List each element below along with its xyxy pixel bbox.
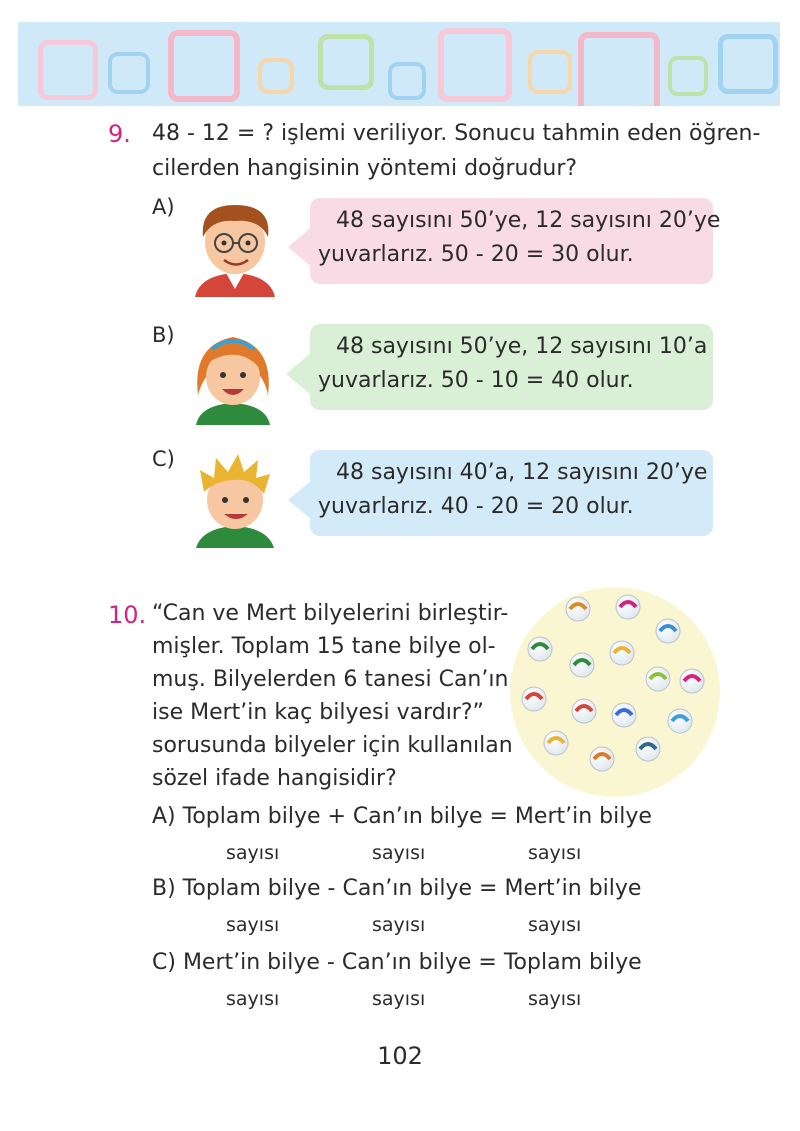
question-9-text-line1: 48 - 12 = ? işlemi veriliyor. Sonucu tahmin eden öğren- [152, 121, 761, 146]
marbles-illustration [510, 587, 720, 797]
question-10-text-line5: sorusunda bilyeler için kullanılan [152, 733, 513, 758]
speech-bubble-tail-b [286, 352, 312, 396]
q10-option-a-sub-2: sayısı [372, 842, 426, 864]
q9-option-c-letter: C) [152, 447, 175, 471]
boy-illustration [190, 448, 280, 548]
boy-with-glasses-illustration [190, 197, 280, 297]
q10-option-c-sub-2: sayısı [372, 988, 426, 1010]
question-number-10: 10. [108, 601, 147, 629]
q10-option-c-text: C) Mert’in bilye - Can’ın bilye = Toplam bilye [152, 950, 642, 975]
q10-option-b-sub-2: sayısı [372, 914, 426, 936]
q10-option-c-sub-1: sayısı [226, 988, 280, 1010]
q9-option-b-line1: 48 sayısını 50’ye, 12 sayısını 10’a [336, 334, 708, 359]
q9-option-a-line2: yuvarlarız. 50 - 20 = 30 olur. [318, 242, 634, 267]
q9-option-a-letter: A) [152, 195, 175, 219]
q10-option-a-sub-3: sayısı [528, 842, 582, 864]
q10-option-b-sub-1: sayısı [226, 914, 280, 936]
q10-option-a-text: A) Toplam bilye + Can’ın bilye = Mert’in bilye [152, 804, 652, 829]
question-10-text-line2: mişler. Toplam 15 tane bilye ol- [152, 634, 496, 659]
girl-illustration [188, 325, 278, 425]
question-9-text-line2: cilerden hangisinin yöntemi doğrudur? [152, 156, 578, 181]
q10-option-b-sub-3: sayısı [528, 914, 582, 936]
q10-option-c-sub-3: sayısı [528, 988, 582, 1010]
q10-option-a-sub-1: sayısı [226, 842, 280, 864]
header-banner [18, 22, 780, 106]
question-10-text-line3: muş. Bilyelerden 6 tanesi Can’ın [152, 667, 509, 692]
question-number-9: 9. [108, 120, 131, 148]
marbles-circle [510, 587, 720, 797]
q9-option-b-line2: yuvarlarız. 50 - 10 = 40 olur. [318, 368, 634, 393]
q9-option-b-letter: B) [152, 323, 175, 347]
q9-option-a-line1: 48 sayısını 50’ye, 12 sayısını 20’ye [336, 208, 721, 233]
question-10-text-line1: “Can ve Mert bilyelerini birleştir- [152, 601, 509, 626]
q9-option-c-line1: 48 sayısını 40’a, 12 sayısını 20’ye [336, 460, 708, 485]
question-10-text-line4: ise Mert’in kaç bilyesi vardır?” [152, 700, 484, 725]
question-10-text-line6: sözel ifade hangisidir? [152, 766, 397, 791]
page-number: 102 [377, 1042, 423, 1070]
q9-option-c-line2: yuvarlarız. 40 - 20 = 20 olur. [318, 494, 634, 519]
q10-option-b-text: B) Toplam bilye - Can’ın bilye = Mert’in bilye [152, 876, 642, 901]
